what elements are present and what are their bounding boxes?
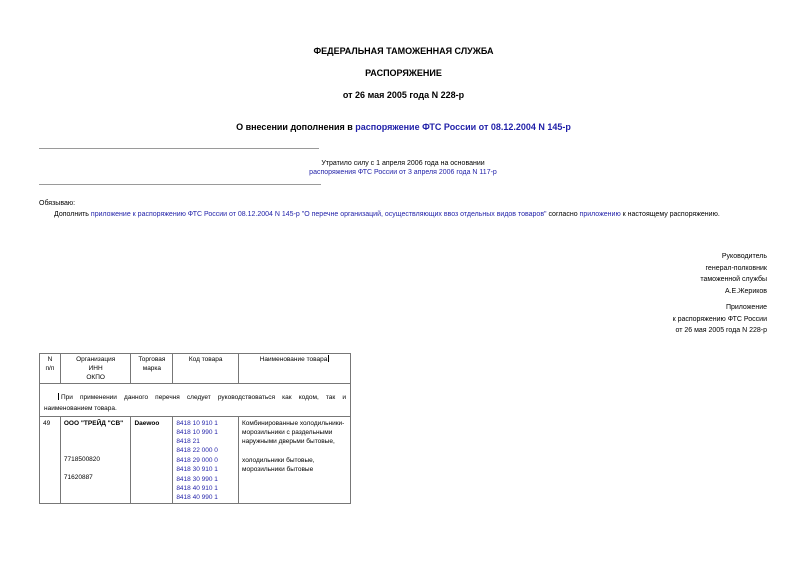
signature-name: А.Е.Жериков — [724, 287, 767, 295]
product-name-line: холодильники бытовые, — [242, 457, 315, 464]
product-name-line: морозильники с раздельными — [242, 429, 333, 436]
table-header-row — [40, 354, 351, 384]
appendix-order: к распоряжению ФТС России — [672, 315, 767, 323]
signature-block — [700, 251, 767, 297]
org-inn: 7718500820 — [63, 456, 101, 463]
header-organization: Организация ИНН ОКПО — [60, 354, 131, 384]
appendix-reference — [673, 302, 767, 337]
header-code: Код товара — [173, 354, 239, 384]
agency-title: ФЕДЕРАЛЬНАЯ ТАМОЖЕННАЯ СЛУЖБА — [313, 46, 494, 56]
organizations-table — [39, 353, 351, 504]
row-codes — [173, 417, 239, 504]
code-link[interactable]: 8418 10 990 1 — [176, 429, 218, 436]
code-link[interactable]: 8418 40 910 1 — [176, 485, 218, 492]
table-note-row — [40, 384, 351, 417]
header-num: N п/п — [40, 354, 61, 384]
row-organization — [60, 417, 131, 504]
code-link[interactable]: 8418 29 000 0 — [176, 457, 218, 464]
status-top-rule — [39, 148, 319, 149]
body-text-end: к настоящему распоряжению. — [620, 211, 720, 218]
repeal-note — [214, 159, 592, 177]
signature-position: Руководитель — [721, 253, 767, 260]
product-name-line: морозильники бытовые — [242, 466, 314, 473]
org-name: ООО "ТРЕЙД "СВ" — [63, 420, 124, 427]
table-row — [40, 417, 351, 504]
product-name-line: наружными дверьми бытовые, — [242, 438, 335, 445]
code-link[interactable]: 8418 30 910 1 — [176, 466, 218, 473]
appendix-title: Приложение — [725, 304, 767, 311]
document-type: РАСПОРЯЖЕНИЕ — [365, 68, 442, 78]
status-bottom-rule — [39, 184, 321, 185]
row-product-names — [239, 417, 351, 504]
signature-service: таможенной службы — [700, 276, 767, 283]
header-product-name: Наименование товара — [239, 354, 351, 384]
document-date-number: от 26 мая 2005 года N 228-р — [342, 90, 465, 100]
repeal-note-text: Утратило силу с 1 апреля 2006 года на основании — [321, 160, 485, 167]
body-text-start: Дополнить — [54, 211, 91, 218]
signature-rank: генерал-полковник — [705, 264, 767, 272]
org-okpo: 71620887 — [63, 474, 93, 481]
subject-link[interactable]: распоряжение ФТС России от 08.12.2004 N 145-р — [355, 122, 571, 132]
obligate-label: Обязываю: — [39, 200, 76, 207]
row-brand — [131, 417, 173, 504]
header-brand: Торговая марка — [131, 354, 173, 384]
repeal-note-link[interactable]: распоряжения ФТС России от 3 апреля 2006 года N 117-р — [309, 169, 497, 176]
code-link[interactable]: 8418 30 990 1 — [176, 476, 218, 483]
footnote-marker — [58, 393, 59, 400]
body-paragraph — [54, 210, 720, 219]
code-link[interactable]: 8418 21 — [176, 438, 200, 445]
row-num: 49 — [40, 417, 61, 504]
brand-name: Daewoo — [134, 420, 160, 427]
appendix-order-link[interactable]: приложение к распоряжению ФТС России от 08.12.2004 N 145-р "О перечне организаций, осуществляющих ввоз отдельных видов товаров" — [90, 211, 547, 218]
subject-prefix: О внесении дополнения в — [236, 122, 356, 132]
code-link[interactable]: 8418 40 990 1 — [176, 494, 218, 501]
table-note: При применении данного перечня следует руководствоваться как кодом, так и наименованием товара. — [44, 394, 346, 412]
code-link[interactable]: 8418 10 910 1 — [176, 420, 218, 427]
appendix-link[interactable]: приложению — [579, 211, 621, 218]
footnote-marker — [328, 355, 329, 362]
code-link[interactable]: 8418 22 000 0 — [176, 447, 218, 454]
body-text-mid: согласно — [546, 211, 580, 218]
appendix-date: от 26 мая 2005 года N 228-р — [675, 327, 767, 334]
product-name-line: Комбинированные холодильники- — [242, 420, 345, 427]
document-subject — [0, 122, 807, 132]
